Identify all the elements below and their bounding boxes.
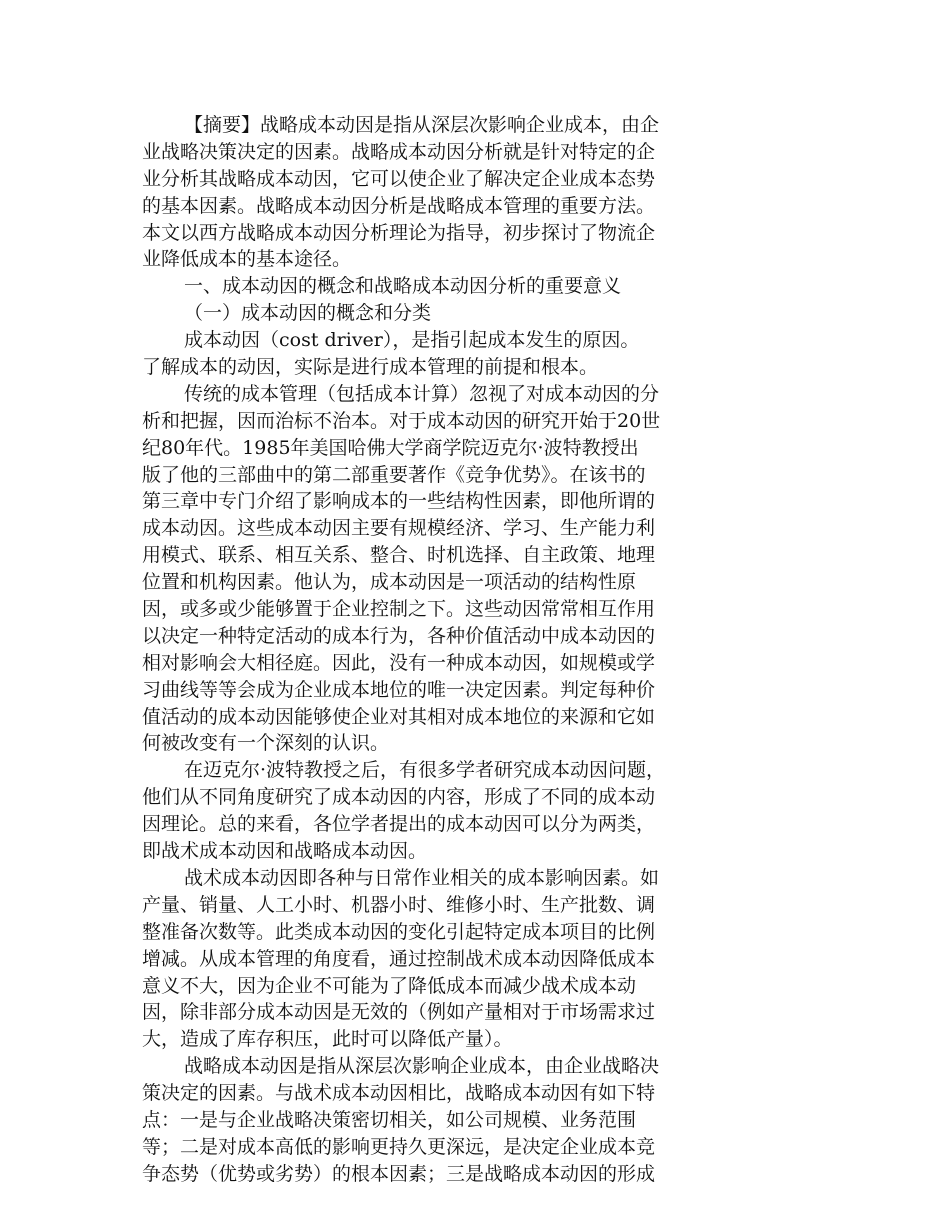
- text-line: （一）成本动因的概念和分类: [184, 302, 432, 325]
- text-line: 点：一是与企业战略决策密切相关，如公司规模、业务范围: [142, 1108, 637, 1131]
- text-line: 何被改变有一个深刻的认识。: [142, 732, 390, 755]
- text-line: 习曲线等等会成为企业成本地位的唯一决定因素。判定每种价: [142, 678, 656, 701]
- text-line: 策决定的因素。与战术成本动因相比，战略成本动因有如下特: [142, 1082, 656, 1105]
- text-line: 整准备次数等。此类成本动因的变化引起特定成本项目的比例: [142, 920, 656, 943]
- text-line: 值活动的成本动因能够使企业对其相对成本地位的来源和它如: [142, 705, 656, 728]
- text-line: 相对影响会大相径庭。因此，没有一种成本动因，如规模或学: [142, 651, 656, 674]
- text-line: 争态势（优势或劣势）的根本因素；三是战略成本动因的形成: [142, 1162, 656, 1185]
- text-line: 用模式、联系、相互关系、整合、时机选择、自主政策、地理: [142, 544, 656, 567]
- text-line: 的基本因素。战略成本动因分析是战略成本管理的重要方法。: [142, 194, 656, 217]
- text-line: 因理论。总的来看，各位学者提出的成本动因可以分为两类，: [142, 813, 656, 836]
- text-line: 一、成本动因的概念和战略成本动因分析的重要意义: [184, 275, 622, 298]
- text-line: 以决定一种特定活动的成本行为，各种价值活动中成本动因的: [142, 624, 656, 647]
- text-line: 业战略决策决定的因素。战略成本动因分析就是针对特定的企: [142, 140, 656, 163]
- text-line: 等；二是对成本高低的影响更持久更深远，是决定企业成本竞: [142, 1135, 656, 1158]
- text-line: 产量、销量、人工小时、机器小时、维修小时、生产批数、调: [142, 893, 656, 916]
- text-line: 增减。从成本管理的角度看，通过控制战术成本动因降低成本: [142, 947, 656, 970]
- text-line: 纪80年代。1985年美国哈佛大学商学院迈克尔·波特教授出: [142, 436, 639, 459]
- text-line: 【摘要】战略成本动因是指从深层次影响企业成本，由企: [184, 114, 660, 136]
- text-line: 了解成本的动因，实际是进行成本管理的前提和根本。: [142, 356, 599, 379]
- text-line: 即战术成本动因和战略成本动因。: [142, 840, 428, 863]
- text-line: 业分析其战略成本动因，它可以使企业了解决定企业成本态势: [142, 167, 656, 190]
- text-line: 大，造成了库存积压，此时可以降低产量）。: [142, 1028, 513, 1051]
- text-line: 他们从不同角度研究了成本动因的内容，形成了不同的成本动: [142, 786, 656, 809]
- text-line: 传统的成本管理（包括成本计算）忽视了对成本动因的分: [184, 382, 660, 405]
- text-line: 析和把握，因而治标不治本。对于成本动因的研究开始于20世: [142, 409, 661, 432]
- text-line: 因，除非部分成本动因是无效的（例如产量相对于市场需求过: [142, 1001, 656, 1024]
- text-line: 成本动因。这些成本动因主要有规模经济、学习、生产能力利: [142, 517, 656, 540]
- text-line: 第三章中专门介绍了影响成本的一些结构性因素，即他所谓的: [142, 490, 656, 513]
- document-body: [142, 112, 732, 1188]
- text-line: 在迈克尔·波特教授之后，有很多学者研究成本动因问题，: [184, 759, 666, 782]
- text-line: 版了他的三部曲中的第二部重要著作《竞争优势》。在该书的: [142, 463, 646, 486]
- text-line: 位置和机构因素。他认为，成本动因是一项活动的结构性原: [142, 571, 637, 594]
- text-line: 意义不大，因为企业不可能为了降低成本而减少战术成本动: [142, 974, 637, 997]
- text-line: 战略成本动因是指从深层次影响企业成本，由企业战略决: [184, 1055, 660, 1078]
- text-line: 本文以西方战略成本动因分析理论为指导，初步探讨了物流企: [142, 221, 656, 244]
- text-line: 业降低成本的基本途径。: [142, 248, 352, 271]
- text-line: 战术成本动因即各种与日常作业相关的成本影响因素。如: [184, 866, 660, 889]
- text-line: 因，或多或少能够置于企业控制之下。这些动因常常相互作用: [142, 598, 656, 621]
- text-line: 成本动因（cost driver），是指引起成本发生的原因。: [184, 329, 640, 352]
